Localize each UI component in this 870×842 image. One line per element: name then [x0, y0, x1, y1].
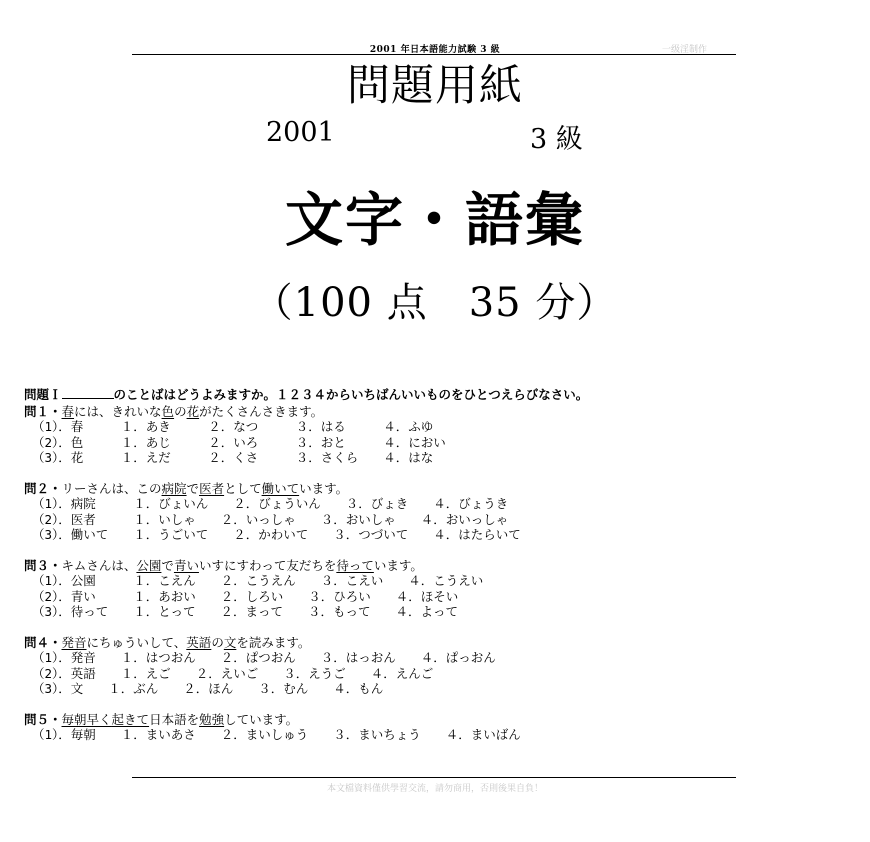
- questions-section: [24, 387, 844, 758]
- sentence-text: にちゅういして、: [86, 634, 187, 650]
- footer-rule: [132, 777, 736, 778]
- sentence-text: しています。: [224, 711, 299, 727]
- instruction: [24, 387, 844, 403]
- blank-line: [62, 387, 114, 399]
- answer-row: （1）．病院 １．びょいん ２．びょういん ３．びょき ４．びょうき: [32, 496, 509, 511]
- answer-row: （1）．春 １．あき ２．なつ ３．はる ４．ふゆ: [32, 419, 434, 434]
- underlined-word: 英語: [186, 634, 212, 650]
- sentence-text: います。: [373, 557, 423, 573]
- answer-row: （2）．医者 １．いしゃ ２．いっしゃ ３．おいしゃ ４．おいっしゃ: [32, 511, 509, 527]
- sentence-text: 日本語を: [149, 711, 200, 727]
- answer-row: （3）．働いて １．うごいて ２．かわいて ３．つづいて ４．はたらいて: [32, 527, 521, 542]
- header-watermark: 一级淫制作: [662, 45, 708, 55]
- underlined-word: 花: [186, 403, 200, 419]
- question-sentence: [24, 481, 844, 497]
- answer-row: （3）．待って １．とって ２．まって ３．もって ４．よって: [32, 604, 459, 619]
- sentence-text: の: [211, 634, 224, 650]
- question-label: 問１・: [24, 403, 62, 419]
- underlined-word: 待って: [336, 557, 374, 573]
- underlined-word: 文: [223, 634, 237, 650]
- answer-row: （1）．毎朝 １．まいあさ ２．まいしゅう ３．まいちょう ４．まいばん: [32, 727, 521, 742]
- question-block: [24, 712, 844, 743]
- sentence-text: キムさんは、: [61, 557, 137, 573]
- question-block: [24, 404, 844, 466]
- underlined-word: 毎朝: [61, 711, 87, 727]
- subject-heading: 文字・語彙: [284, 186, 585, 254]
- underlined-word: 春: [61, 403, 75, 419]
- question-sentence: [24, 712, 844, 728]
- answer-row: （2）．青い １．あおい ２．しろい ３．ひろい ４．ほそい: [32, 588, 459, 604]
- exam-year: 2001: [266, 117, 335, 148]
- underlined-word: 色: [161, 403, 175, 419]
- sentence-text: がたくさんさきます。: [199, 403, 324, 419]
- question-sentence: [24, 558, 844, 574]
- question-label: 問３・: [24, 557, 62, 573]
- underlined-word: 公園: [136, 557, 162, 573]
- answer-row: （1）．発音 １．はつおん ２．ぱつおん ３．はっおん ４．ぱっおん: [32, 650, 496, 665]
- underlined-word: 勉強: [199, 711, 225, 727]
- answer-row: （3）．文 １．ぶん ２．ほん ３．むん ４．もん: [32, 681, 384, 696]
- underlined-word: 早く: [86, 711, 112, 727]
- sentence-text: で: [161, 557, 174, 573]
- underlined-word: 働いて: [261, 480, 300, 496]
- points-time: （100 点 35 分）: [252, 280, 618, 326]
- sentence-text: の: [174, 403, 187, 419]
- answer-row: （1）．公園 １．こえん ２．こうえん ３．こえい ４．こうえい: [32, 573, 484, 588]
- sentence-text: として: [224, 480, 262, 496]
- question-list: [24, 404, 844, 743]
- page-title: 問題用紙: [347, 61, 523, 111]
- question-label: 問２・: [24, 480, 62, 496]
- underlined-word: 医者: [199, 480, 225, 496]
- answer-row: （3）．花 １．えだ ２．くさ ３．さくら ４．はな: [32, 450, 434, 465]
- underlined-word: 発音: [61, 634, 87, 650]
- question-label: 問４・: [24, 634, 62, 650]
- sentence-text: います。: [299, 480, 349, 496]
- sentence-text: いすにすわって友だちを: [198, 557, 337, 573]
- underlined-word: 病院: [161, 480, 187, 496]
- instruction-text: のことばはどうよみますか。１２３４からいちばんいいものをひとつえらびなさい。: [113, 387, 589, 402]
- footer-text: 本文檔資料僅供學習交流，請勿商用，否則後果自負！: [326, 784, 543, 794]
- answer-row: （2）．英語 １．えご ２．えいご ３．えうご ４．えんご: [32, 665, 434, 681]
- question-block: [24, 635, 844, 697]
- question-label: 問５・: [24, 711, 62, 727]
- question-block: [24, 558, 844, 620]
- instruction-prefix: 問題Ｉ: [24, 387, 62, 402]
- answer-row: （2）．色 １．あじ ２．いろ ３．おと ４．におい: [32, 434, 446, 450]
- question-block: [24, 481, 844, 543]
- underlined-word: 起きて: [111, 711, 150, 727]
- underlined-word: 青い: [173, 557, 199, 573]
- question-sentence: [24, 404, 844, 420]
- header-text: 2001 年日本語能力試験 3 級: [369, 45, 501, 55]
- sentence-text: には、きれいな: [74, 403, 162, 419]
- exam-level: 3 級: [530, 124, 583, 155]
- sentence-text: で: [186, 480, 200, 496]
- sentence-text: リーさんは、この: [61, 480, 162, 496]
- question-sentence: [24, 635, 844, 651]
- sentence-text: を読みます。: [236, 634, 311, 650]
